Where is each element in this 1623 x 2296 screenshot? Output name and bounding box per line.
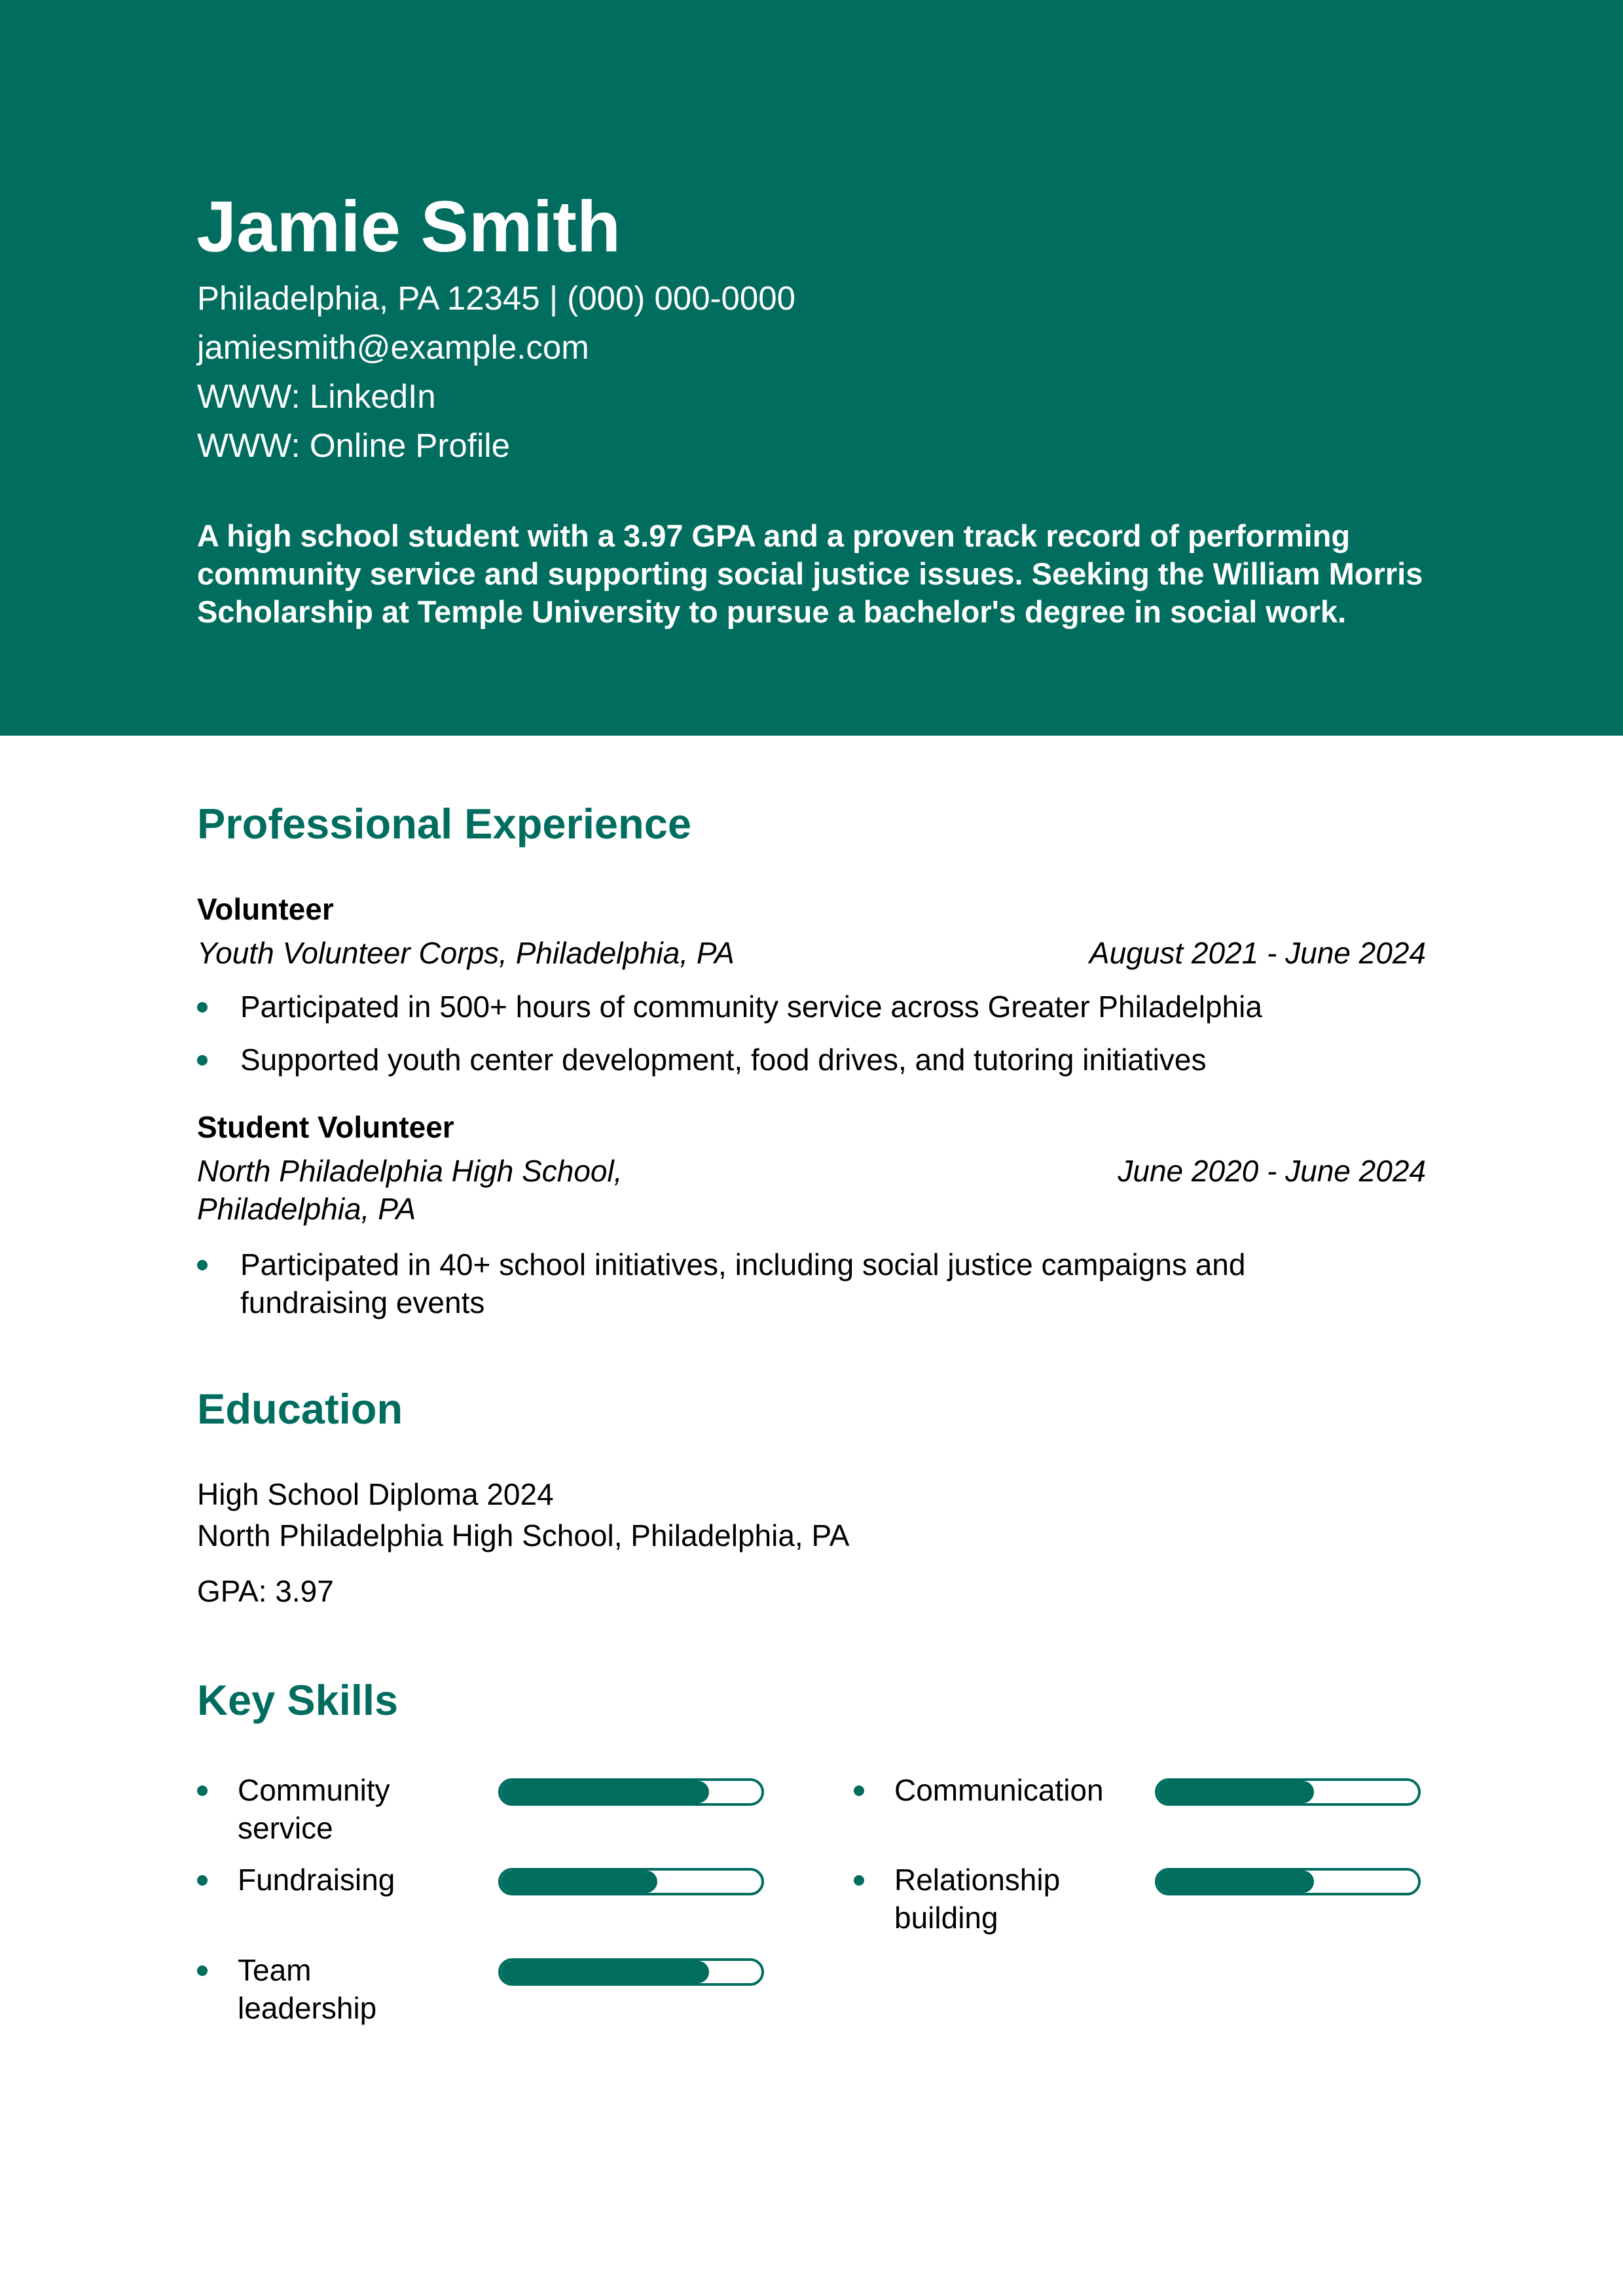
skill-level-fill (1158, 1871, 1314, 1893)
bullet-text: Participated in 40+ school initiatives, including social justice campaigns and fundraising events (240, 1247, 1246, 1319)
bullet-icon (854, 1875, 864, 1886)
section-heading-education: Education (197, 1385, 403, 1433)
job-organization: Youth Volunteer Corps, Philadelphia, PA (197, 936, 735, 970)
skill-label: Communication (894, 1773, 1104, 1807)
skill-label: Relationship building (894, 1863, 1061, 1935)
job-organization-location: Philadelphia, PA (197, 1192, 416, 1226)
skill-item (854, 1861, 1443, 1946)
contact-info (197, 274, 795, 470)
skill-level-bar (1155, 1868, 1421, 1895)
skill-level-bar (498, 1778, 764, 1806)
skill-level-bar (498, 1868, 764, 1895)
resume-header (0, 0, 1623, 736)
skill-item (197, 1951, 786, 2036)
online-profile-link[interactable]: WWW: Online Profile (197, 427, 510, 464)
skill-label: Team leadership (238, 1953, 377, 2025)
education-degree: High School Diploma 2024 (197, 1477, 554, 1511)
skill-label: Community service (238, 1773, 390, 1845)
skill-label: Fundraising (238, 1863, 395, 1897)
job-dates: June 2020 - June 2024 (1118, 1154, 1426, 1188)
candidate-name: Jamie Smith (196, 187, 621, 267)
bullet-icon (197, 1965, 208, 1976)
job-dates: August 2021 - June 2024 (1089, 936, 1426, 970)
bullet-icon (197, 1875, 208, 1886)
bullet-icon (197, 1055, 208, 1066)
skill-item (854, 1771, 1443, 1856)
section-heading-experience: Professional Experience (197, 800, 692, 848)
skill-level-bar (498, 1958, 764, 1986)
job-title: Volunteer (197, 892, 334, 926)
bullet-icon (197, 1785, 208, 1796)
address-phone: Philadelphia, PA 12345 | (000) 000-0000 (197, 279, 795, 317)
job-organization: North Philadelphia High School, (197, 1154, 623, 1188)
linkedin-link[interactable]: WWW: LinkedIn (197, 378, 436, 415)
bullet-icon (197, 1002, 208, 1013)
skill-level-fill (501, 1871, 657, 1893)
education-gpa: GPA: 3.97 (197, 1574, 334, 1608)
skill-item (197, 1861, 786, 1946)
skill-level-fill (1158, 1781, 1314, 1803)
skill-item (197, 1771, 786, 1856)
bullet-icon (854, 1785, 864, 1796)
email: jamiesmith@example.com (197, 329, 589, 366)
job-title: Student Volunteer (197, 1110, 454, 1144)
skill-level-fill (501, 1961, 709, 1983)
education-school: North Philadelphia High School, Philadelphia, PA (197, 1518, 850, 1552)
bullet-icon (197, 1260, 208, 1270)
bullet-text: Supported youth center development, food drives, and tutoring initiatives (240, 1043, 1207, 1077)
skill-level-bar (1155, 1778, 1421, 1806)
skill-level-fill (501, 1781, 709, 1803)
bullet-text: Participated in 500+ hours of community service across Greater Philadelphia (240, 990, 1262, 1024)
section-heading-skills: Key Skills (197, 1676, 399, 1724)
professional-summary: A high school student with a 3.97 GPA and a proven track record of performing community service and supporting social justice issues. Seeking the William Morris Scholarship at Temple University to pursue a bachelor's degree in social work. (197, 518, 1423, 629)
